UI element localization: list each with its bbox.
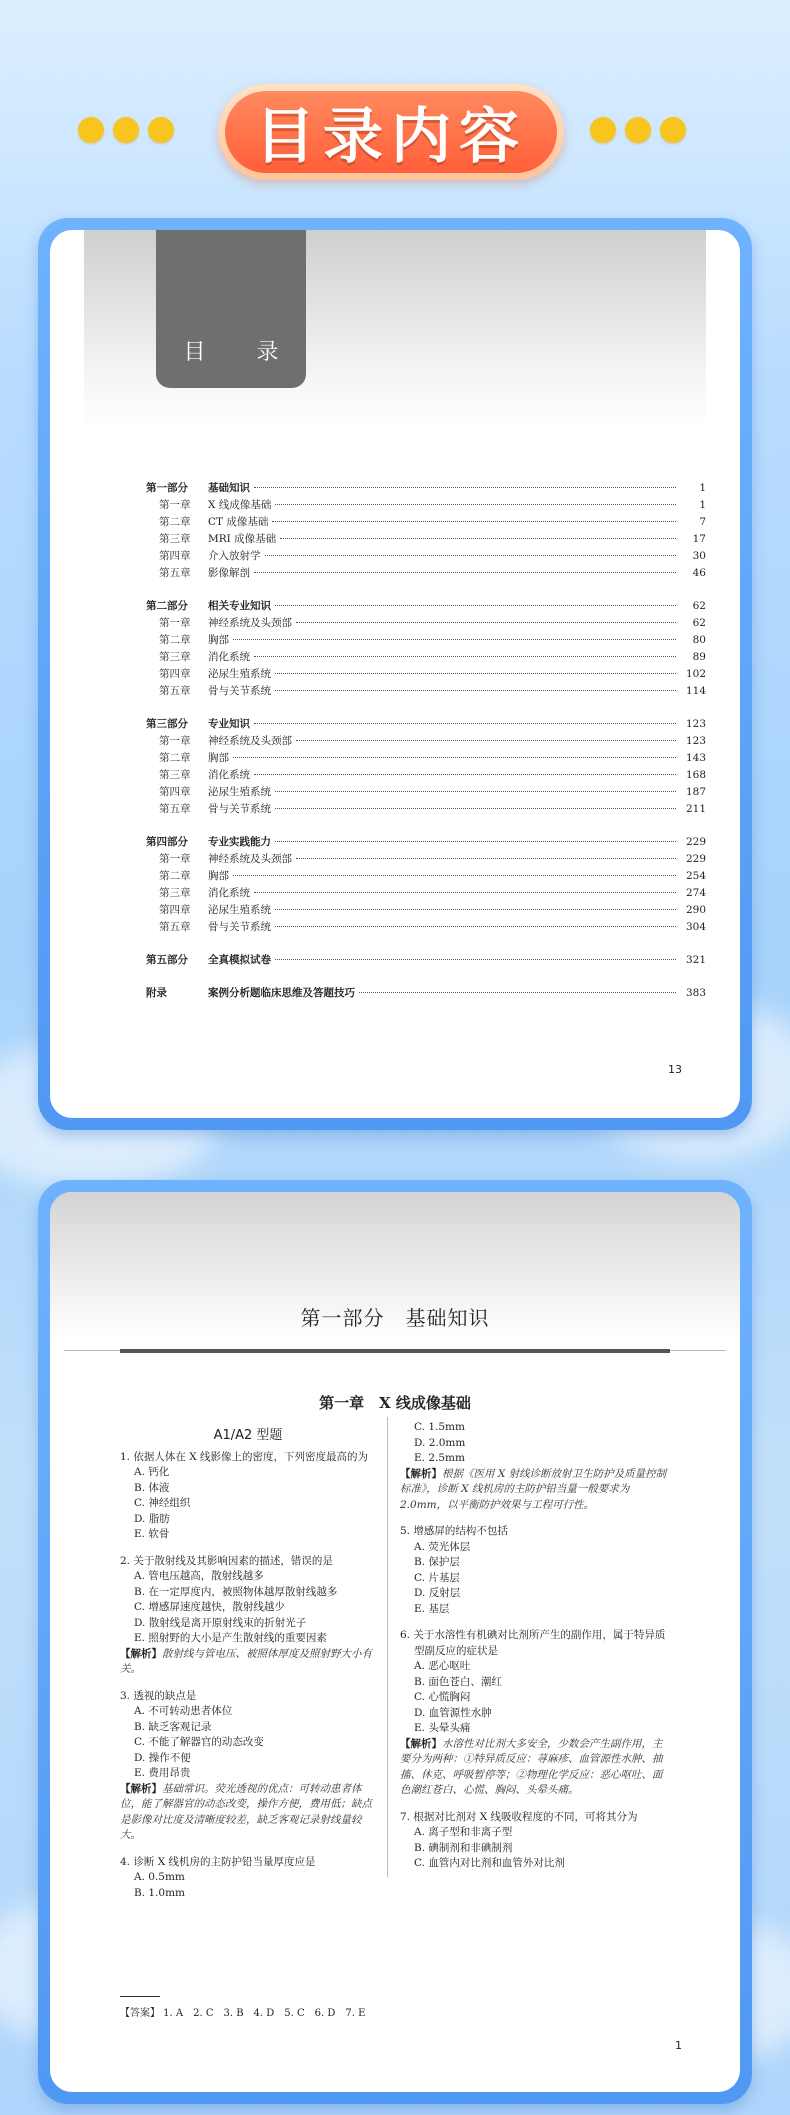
question-option: A. 荧光体层	[414, 1540, 471, 1553]
toc-leader	[233, 757, 676, 758]
toc-chapter-name: MRI 成像基础	[208, 533, 277, 545]
toc-leader	[233, 875, 676, 876]
toc-gap	[146, 818, 706, 834]
toc-page: 1	[699, 499, 706, 511]
toc-chapter-row	[146, 784, 706, 801]
question-option: E. 2.5mm	[414, 1452, 465, 1464]
question-stem: 6. 关于水溶性有机碘对比剂所产生的副作用，属于特异质型副反应的症状是	[400, 1629, 666, 1657]
question-option: A. 管电压越高，散射线越多	[134, 1570, 264, 1582]
toc-leader	[359, 992, 676, 993]
question-option: B. 1.0mm	[134, 1886, 186, 1899]
toc-page: 62	[692, 617, 706, 629]
toc-chapter-row	[146, 885, 706, 902]
toc-gap	[146, 969, 706, 985]
part-title: 第一部分 基础知识	[300, 1306, 490, 1330]
toc-leader	[254, 774, 676, 775]
toc-part-row	[146, 985, 706, 1002]
question-column-right	[400, 1420, 670, 1883]
toc-page: 46	[692, 567, 706, 579]
toc-part-number: 第五部分	[146, 954, 188, 966]
content-frame	[38, 1180, 752, 2104]
toc-chapter-number: 第三章	[159, 769, 191, 781]
toc-chapter-name: 胸部	[208, 634, 229, 646]
toc-leader	[254, 723, 676, 724]
toc-part-name: 全真模拟试卷	[208, 954, 271, 966]
question-option: D. 反射层	[414, 1587, 461, 1599]
toc-frame	[38, 218, 752, 1130]
question	[400, 1524, 670, 1617]
toc-page: 114	[685, 685, 706, 697]
analysis-text: 散射线与管电压、被照体厚度及照射野大小有关。	[120, 1647, 372, 1675]
toc-chapter-row	[146, 531, 706, 548]
toc-leader	[275, 926, 676, 927]
toc-page: 123	[685, 718, 706, 730]
dot	[78, 117, 104, 143]
toc-page: 211	[685, 803, 706, 815]
question-stem: 7. 根据对比剂对 X 线吸收程度的不同，可将其分为	[400, 1810, 638, 1823]
toc-page: 17	[692, 533, 706, 545]
question-stem: 2. 关于散射线及其影响因素的描述，错误的是	[120, 1554, 333, 1567]
toc-part-name: 相关专业知识	[208, 600, 271, 612]
toc-chapter-name: X 线成像基础	[208, 499, 272, 511]
toc-leader	[272, 521, 676, 522]
section-title: A1/A2 型题	[213, 1428, 283, 1443]
question-analysis	[120, 1647, 376, 1678]
question-option: C. 神经组织	[134, 1497, 191, 1509]
toc-gap	[146, 582, 706, 598]
dot	[625, 117, 651, 143]
page-title: 目录内容	[255, 102, 527, 172]
toc-leader	[254, 487, 676, 488]
toc-chapter-number: 第二章	[159, 516, 191, 528]
question-option: A. 钙化	[134, 1466, 170, 1478]
toc-page: 123	[685, 735, 706, 747]
toc-chapter-name: 影像解剖	[208, 567, 250, 579]
toc-page: 304	[685, 921, 706, 933]
toc-chapter-number: 第二章	[159, 752, 191, 764]
decorative-dots-right	[590, 117, 686, 143]
toc-chapter-number: 第四章	[159, 550, 191, 562]
toc-leader	[275, 841, 676, 842]
toc-page	[50, 230, 740, 1118]
question-stem: 4. 诊断 X 线机房的主防护铅当量厚度应是	[120, 1855, 316, 1868]
toc-chapter-number: 第四章	[159, 786, 191, 798]
chapter-title: 第一章 X 线成像基础	[319, 1394, 471, 1412]
toc-leader	[275, 909, 676, 910]
toc-chapter-name: 胸部	[208, 752, 229, 764]
toc-chapter-name: 消化系统	[208, 769, 250, 781]
question-stem: 3. 透视的缺点是	[120, 1689, 197, 1702]
question-option: C. 1.5mm	[414, 1421, 465, 1433]
toc-chapter-row	[146, 750, 706, 767]
toc-chapter-row	[146, 548, 706, 565]
toc-chapter-name: 骨与关节系统	[208, 685, 271, 697]
toc-page: 254	[685, 870, 706, 882]
toc-chapter-name: 泌尿生殖系统	[208, 786, 271, 798]
toc-gap	[146, 936, 706, 952]
toc-chapter-row	[146, 497, 706, 514]
toc-chapter-name: 神经系统及头颈部	[208, 853, 292, 865]
toc-chapter-number: 第一章	[159, 499, 191, 511]
question	[400, 1810, 670, 1872]
toc-page: 62	[692, 600, 706, 612]
question-option: E. 基层	[414, 1602, 450, 1615]
toc-part-name: 案例分析题临床思维及答题技巧	[208, 987, 355, 999]
toc-leader	[275, 791, 676, 792]
question-column-left	[120, 1420, 376, 1912]
analysis-label: 【解析】	[120, 1647, 162, 1660]
question-option: A. 恶心呕吐	[414, 1660, 471, 1672]
question-option: C. 心慌胸闷	[414, 1691, 471, 1703]
question	[120, 1554, 376, 1678]
dot	[660, 117, 686, 143]
toc-leader	[275, 605, 676, 606]
toc-chapter-row	[146, 649, 706, 666]
question-option: C. 增感屏速度越快，散射线越少	[134, 1601, 285, 1613]
toc-chapter-row	[146, 851, 706, 868]
toc-chapter-number: 第一章	[159, 853, 191, 865]
question-option: B. 碘制剂和非碘制剂	[414, 1841, 513, 1854]
question-option: E. 照射野的大小是产生散射线的重要因素	[134, 1632, 327, 1644]
answer-key: 【答案】 1. A 2. C 3. B 4. D 5. C 6. D 7. E	[120, 2008, 366, 2019]
toc-chapter-name: 消化系统	[208, 651, 250, 663]
toc-chapter-row	[146, 767, 706, 784]
toc-chapter-number: 第一章	[159, 735, 191, 747]
toc-chapter-name: 骨与关节系统	[208, 921, 271, 933]
toc-chapter-row	[146, 902, 706, 919]
toc-leader	[296, 740, 676, 741]
toc-leader	[233, 639, 676, 640]
question-option: C. 片基层	[414, 1571, 460, 1584]
toc-page: 321	[685, 954, 706, 966]
toc-leader	[275, 690, 676, 691]
toc-chapter-name: 泌尿生殖系统	[208, 668, 271, 680]
toc-part-row	[146, 480, 706, 497]
question	[120, 1450, 376, 1543]
question-option: B. 保护层	[414, 1556, 460, 1568]
toc-part-number: 第一部分	[146, 482, 188, 494]
toc-page: 168	[685, 769, 706, 781]
toc-chapter-row	[146, 801, 706, 818]
toc-part-row	[146, 952, 706, 969]
question-analysis	[120, 1782, 376, 1844]
toc-chapter-name: 介入放射学	[208, 550, 261, 562]
dot	[113, 117, 139, 143]
dot	[148, 117, 174, 143]
toc-chapter-number: 第五章	[159, 685, 191, 697]
question-stem: 1. 依据人体在 X 线影像上的密度，下列密度最高的为	[120, 1450, 369, 1463]
toc-chapter-row	[146, 565, 706, 582]
toc-chapter-row	[146, 868, 706, 885]
toc-chapter-name: 骨与关节系统	[208, 803, 271, 815]
toc-page: 229	[685, 836, 706, 848]
toc-chapter-row	[146, 615, 706, 632]
toc-chapter-row	[146, 632, 706, 649]
toc-chapter-name: 胸部	[208, 870, 229, 882]
toc-leader	[265, 555, 677, 556]
toc-page: 274	[685, 887, 706, 899]
toc-leader	[254, 656, 676, 657]
analysis-label: 【解析】	[400, 1737, 442, 1750]
toc-page: 102	[685, 668, 706, 680]
toc-leader	[254, 892, 676, 893]
toc-page: 7	[699, 516, 706, 528]
question-stem: 5. 增感屏的结构不包括	[400, 1525, 508, 1537]
toc-part-number: 第四部分	[146, 836, 188, 848]
question-option: E. 软骨	[134, 1528, 170, 1540]
toc-chapter-number: 第五章	[159, 921, 191, 933]
toc-leader	[296, 858, 676, 859]
toc-part-row	[146, 834, 706, 851]
question-option: B. 体液	[134, 1481, 170, 1494]
toc-page: 187	[685, 786, 706, 798]
question-option: B. 在一定厚度内，被照物体越厚散射线越多	[134, 1585, 338, 1598]
toc-chapter-row	[146, 733, 706, 750]
question	[400, 1420, 670, 1513]
question-option: B. 缺乏客观记录	[134, 1720, 212, 1733]
toc-page-number: 13	[668, 1063, 682, 1076]
toc-chapter-number: 第一章	[159, 617, 191, 629]
toc-page: 30	[692, 550, 706, 562]
toc-list	[146, 480, 706, 1002]
toc-page: 89	[692, 651, 706, 663]
toc-page: 383	[685, 987, 706, 999]
toc-page: 1	[699, 482, 706, 494]
question-option: B. 面色苍白、潮红	[414, 1675, 502, 1688]
analysis-label: 【解析】	[400, 1467, 442, 1480]
toc-leader	[275, 959, 676, 960]
toc-chapter-name: CT 成像基础	[208, 516, 269, 528]
toc-leader	[275, 504, 676, 505]
toc-page: 290	[685, 904, 706, 916]
toc-chapter-number: 第二章	[159, 870, 191, 882]
answers-rule	[120, 1996, 160, 1997]
toc-leader	[280, 538, 676, 539]
toc-part-row	[146, 716, 706, 733]
toc-chapter-row	[146, 919, 706, 936]
toc-leader	[296, 622, 676, 623]
page-title-banner	[218, 84, 564, 180]
toc-part-name: 基础知识	[208, 482, 250, 494]
toc-tab	[156, 230, 306, 388]
question-option: A. 0.5mm	[134, 1871, 185, 1883]
question-option: D. 散射线是离开原射线束的折射光子	[134, 1616, 307, 1629]
content-page-number: 1	[675, 2039, 682, 2052]
toc-tab-label: 目 录	[183, 340, 301, 365]
toc-chapter-name: 神经系统及头颈部	[208, 617, 292, 629]
question-option: D. 血管源性水肿	[414, 1706, 492, 1719]
question-option: A. 离子型和非离子型	[414, 1826, 513, 1838]
toc-page: 229	[685, 853, 706, 865]
toc-part-name: 专业知识	[208, 718, 250, 730]
question-option: D. 脂肪	[134, 1512, 170, 1525]
toc-chapter-number: 第四章	[159, 904, 191, 916]
question-option: D. 2.0mm	[414, 1436, 466, 1449]
toc-chapter-number: 第五章	[159, 803, 191, 815]
toc-part-row	[146, 598, 706, 615]
toc-chapter-number: 第二章	[159, 634, 191, 646]
toc-part-number: 第二部分	[146, 600, 188, 612]
analysis-label: 【解析】	[120, 1782, 162, 1795]
toc-chapter-number: 第三章	[159, 887, 191, 899]
divider	[120, 1349, 670, 1353]
toc-chapter-name: 泌尿生殖系统	[208, 904, 271, 916]
toc-leader	[254, 572, 676, 573]
toc-part-number: 第三部分	[146, 718, 188, 730]
toc-leader	[275, 673, 676, 674]
question-option: C. 不能了解器官的动态改变	[134, 1736, 264, 1748]
question-option: E. 头晕头痛	[414, 1722, 471, 1734]
question	[120, 1689, 376, 1844]
toc-leader	[275, 808, 676, 809]
analysis-text: 基础常识。荧光透视的优点：可转动患者体位，能了解器官的动态改变，操作方便，费用低；缺点是影像对比度及清晰度较差，缺乏客观记录射线量较大。	[120, 1782, 372, 1841]
question-option: D. 操作不便	[134, 1751, 191, 1764]
question	[400, 1628, 670, 1799]
toc-chapter-name: 神经系统及头颈部	[208, 735, 292, 747]
analysis-text: 水溶性对比剂大多安全，少数会产生副作用，主要分为两种：①特异质反应：荨麻疹、血管源性水肿、抽搐、休克、呼吸暂停等；②物理化学反应：恶心呕吐、面色潮红苍白、心慌、胸闷、头晕头痛。	[400, 1737, 663, 1796]
toc-chapter-row	[146, 514, 706, 531]
analysis-text: 根据《医用 X 射线诊断放射卫生防护及质量控制标准》，诊断 X 线机房的主防护铅当量一般要求为 2.0mm，以平衡防护效果与工程可行性。	[400, 1467, 667, 1511]
toc-chapter-number: 第三章	[159, 651, 191, 663]
question-analysis	[400, 1737, 670, 1799]
question	[120, 1855, 376, 1902]
toc-part-name: 专业实践能力	[208, 836, 271, 848]
toc-chapter-number: 第四章	[159, 668, 191, 680]
toc-page: 143	[685, 752, 706, 764]
toc-chapter-row	[146, 666, 706, 683]
toc-gap	[146, 700, 706, 716]
column-divider	[387, 1417, 388, 1877]
toc-chapter-number: 第三章	[159, 533, 191, 545]
toc-chapter-number: 第五章	[159, 567, 191, 579]
toc-chapter-row	[146, 683, 706, 700]
question-option: C. 血管内对比剂和血管外对比剂	[414, 1857, 565, 1869]
dot	[590, 117, 616, 143]
decorative-dots-left	[78, 117, 174, 143]
toc-part-number: 附录	[146, 987, 167, 999]
toc-page: 80	[692, 634, 706, 646]
question-option: A. 不可转动患者体位	[134, 1705, 233, 1717]
toc-chapter-name: 消化系统	[208, 887, 250, 899]
question-option: E. 费用昂贵	[134, 1767, 191, 1779]
question-analysis	[400, 1467, 670, 1514]
content-page	[50, 1192, 740, 2092]
